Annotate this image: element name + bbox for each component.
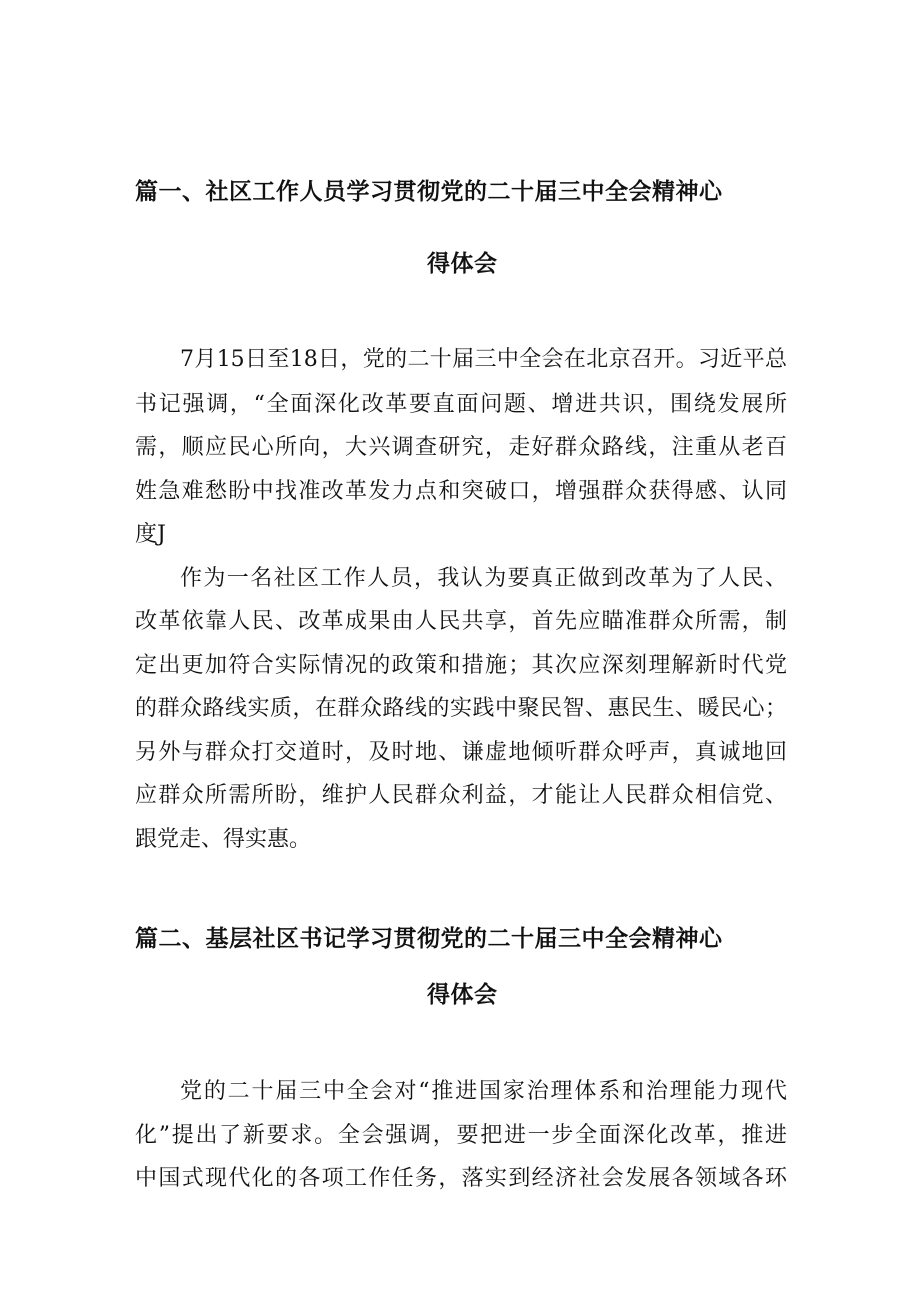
- section-1-paragraph-2-line-5: 另外与群众打交道时，及时地、谦虚地倾听群众呼声，真诚地回: [135, 740, 787, 765]
- section-1-paragraph-2-line-7: 跟党走、得实惠。: [135, 827, 312, 852]
- section-1-paragraph-1-line-1: 7月15日至18日，党的二十届三中全会在北京召开。习近平总: [180, 347, 787, 372]
- section-2-paragraph-1-line-1: 党的二十届三中全会对“推进国家治理体系和治理能力现代: [180, 1079, 787, 1104]
- section-1-paragraph-2-line-6: 应群众所需所盼，维护人民群众利益，才能让人民群众相信党、: [135, 783, 787, 808]
- section-1-paragraph-2-line-4: 的群众路线实质，在群众路线的实践中聚民智、惠民生、暖民心；: [135, 696, 787, 721]
- section-2-title-line-2: 得体会: [427, 982, 498, 1008]
- section-1-paragraph-1-line-5: 度J: [135, 522, 166, 547]
- section-1-paragraph-1-line-3: 需，顺应民心所向，大兴调查研究，走好群众路线，注重从老百: [135, 435, 787, 460]
- section-1-paragraph-1-line-2: 书记强调，“全面深化改革要直面问题、增进共识，围绕发展所: [135, 392, 787, 417]
- section-1-title-line-1: 篇一、社区工作人员学习贯彻党的二十届三中全会精神心: [135, 179, 723, 205]
- section-1-paragraph-1-line-4: 姓急难愁盼中找准改革发力点和突破口，增强群众获得感、认同: [135, 479, 787, 504]
- section-1-paragraph-2-line-2: 改革依靠人民、改革成果由人民共享，首先应瞄准群众所需，制: [135, 609, 787, 634]
- section-1-paragraph-2-line-1: 作为一名社区工作人员，我认为要真正做到改革为了人民、: [180, 566, 787, 591]
- section-2-paragraph-1-line-3: 中国式现代化的各项工作任务，落实到经济社会发展各领域各环: [135, 1166, 787, 1191]
- section-2-paragraph-1-line-2: 化”提出了新要求。全会强调，要把进一步全面深化改革，推进: [135, 1123, 787, 1148]
- section-2-title-line-1: 篇二、基层社区书记学习贯彻党的二十届三中全会精神心: [135, 926, 723, 952]
- section-1-title-line-2: 得体会: [427, 251, 498, 277]
- section-1-paragraph-2-line-3: 定出更加符合实际情况的政策和措施；其次应深刻理解新时代党: [135, 653, 787, 678]
